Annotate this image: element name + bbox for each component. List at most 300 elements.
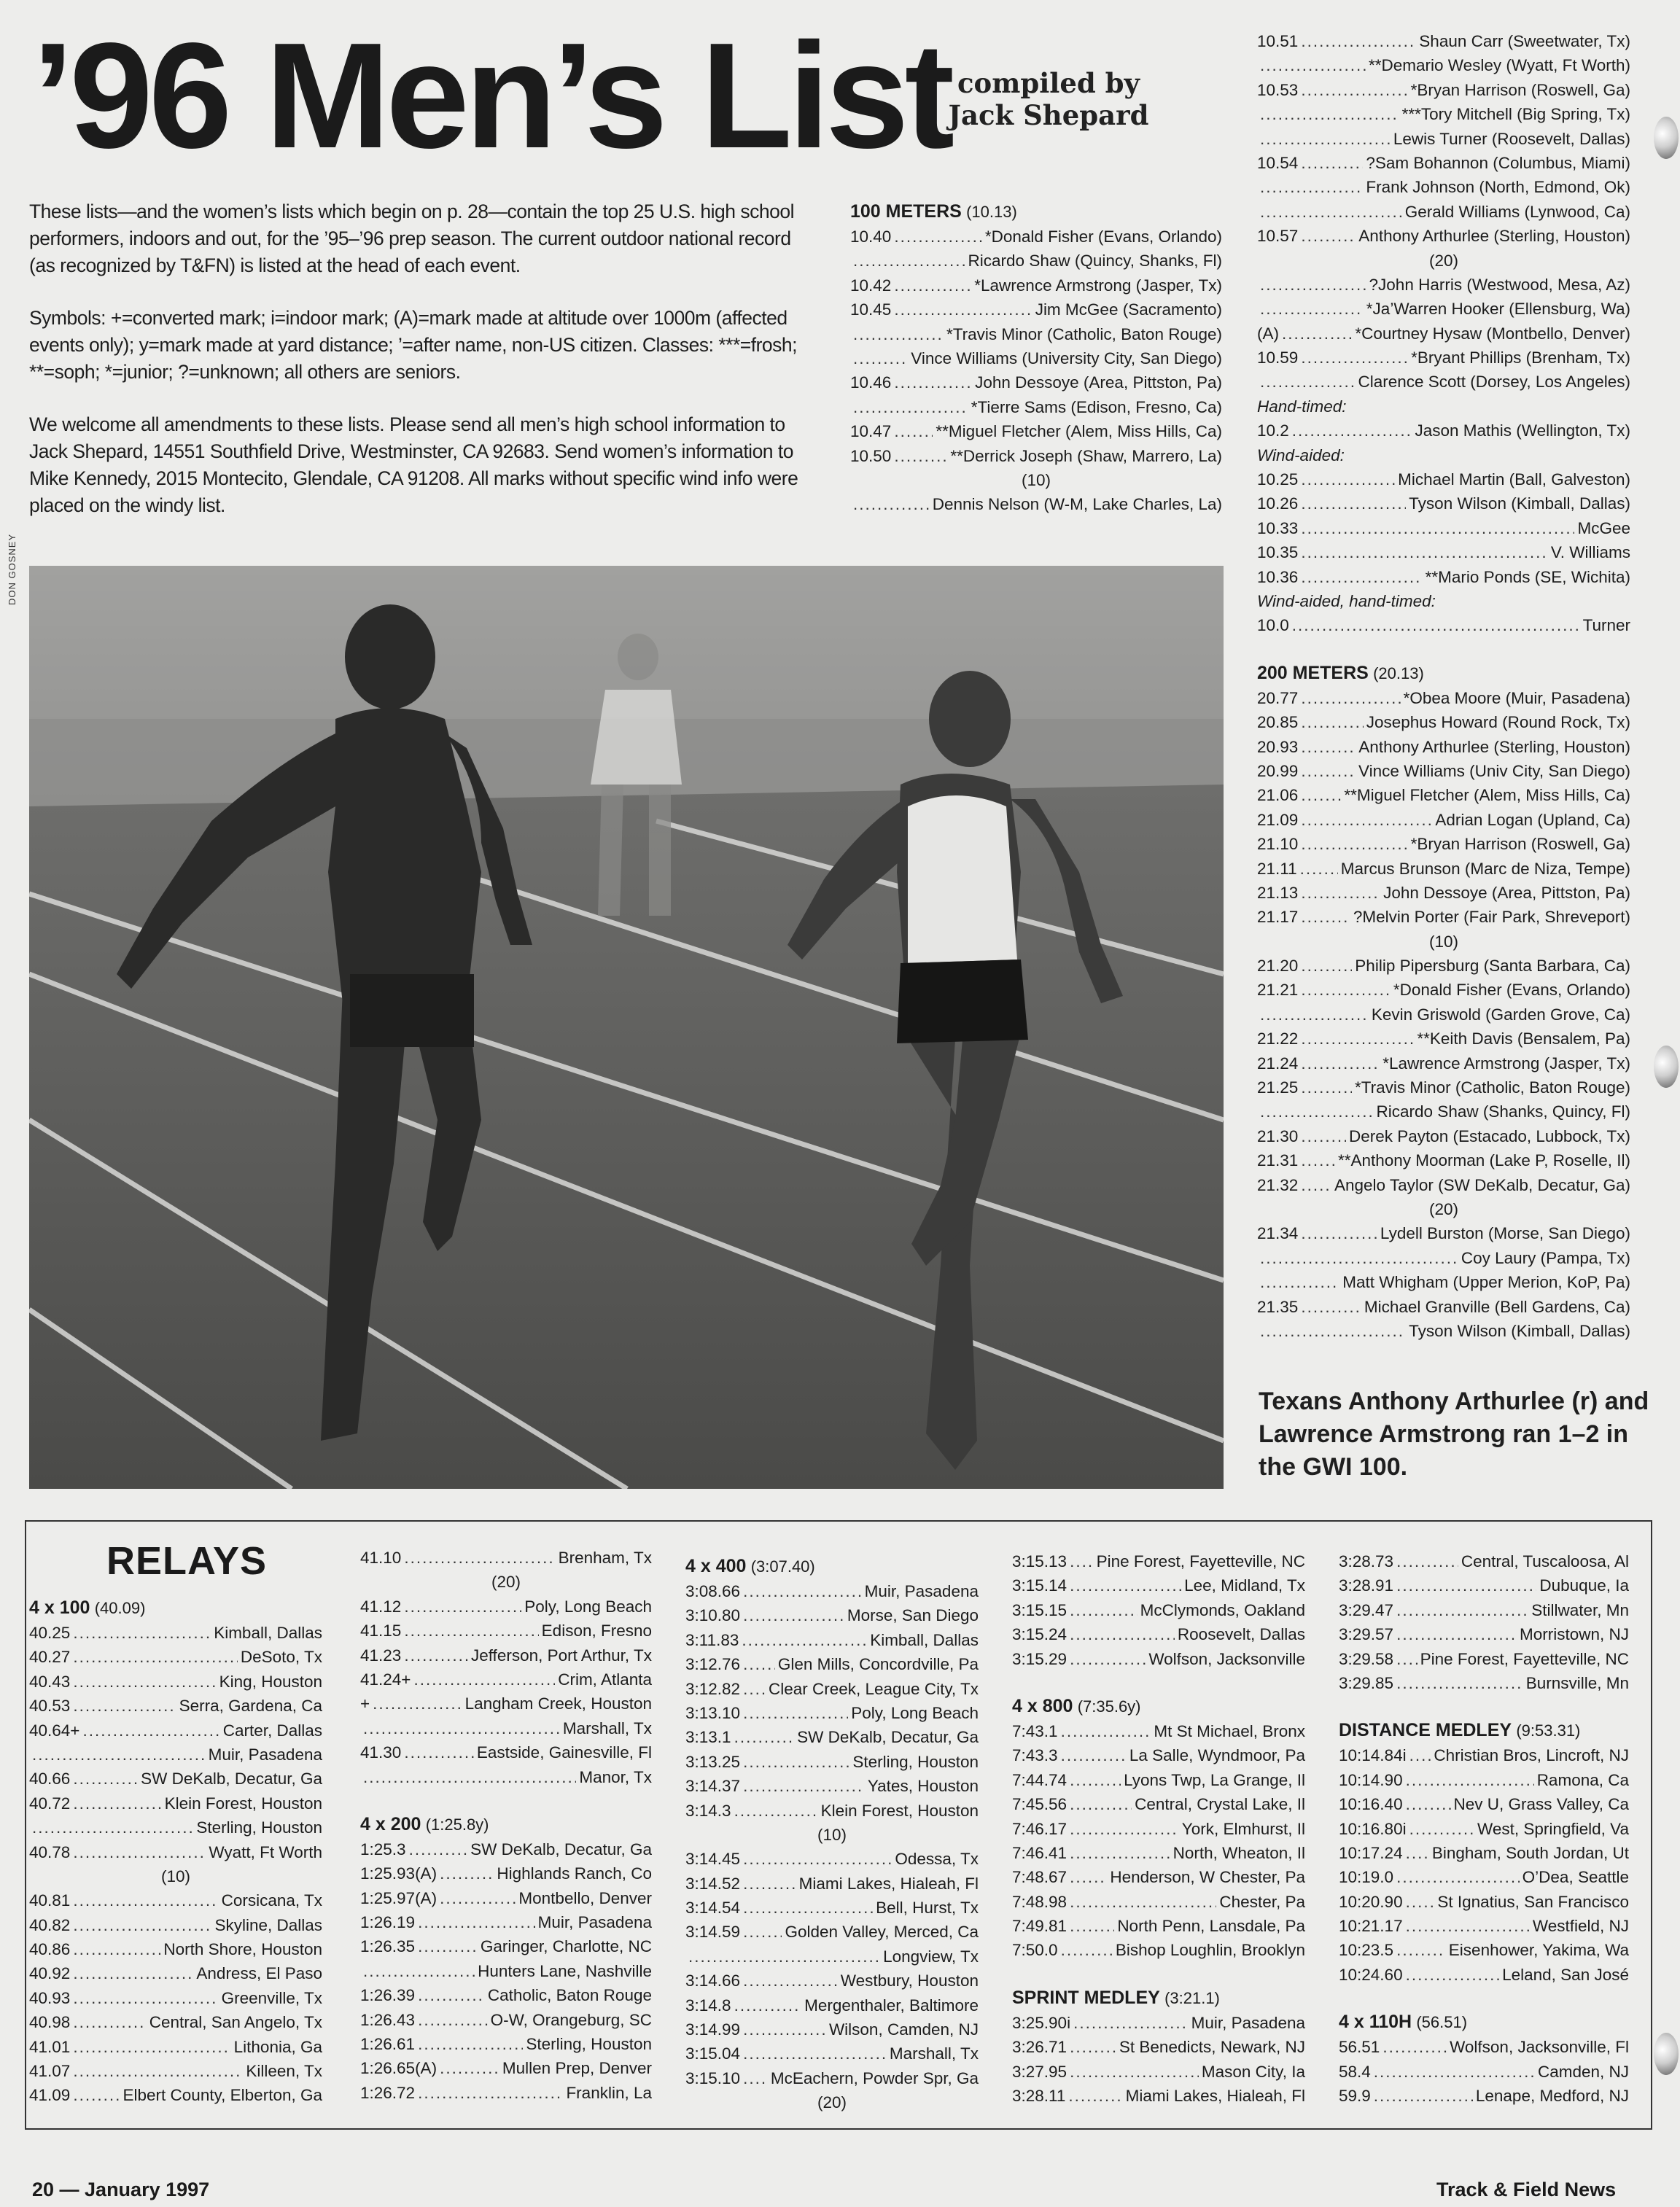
list-entry — [685, 1579, 979, 1603]
entry-mark: 10.47 — [850, 422, 892, 441]
leader-dots — [1260, 127, 1391, 151]
entry-mark: 7:48.98 — [1012, 1892, 1068, 1911]
entry-mark: 10:16.80i — [1339, 1819, 1407, 1838]
leader-dots — [1282, 322, 1352, 346]
entry-name: Longview, Tx — [883, 1947, 979, 1966]
entry-mark: 20.99 — [1257, 761, 1299, 780]
list-entry — [685, 2066, 979, 2090]
leader-dots — [440, 1886, 516, 1910]
entry-name: Wolfson, Jacksonville, Fl — [1450, 2038, 1629, 2057]
leader-dots — [1406, 1792, 1451, 1816]
list-entry — [1339, 1865, 1629, 1889]
entry-name: Poly, Long Beach — [524, 1597, 652, 1616]
list-entry — [29, 1645, 322, 1669]
entry-name: John Dessoye (Area, Pittston, Pa) — [1383, 883, 1630, 902]
leader-dots — [1301, 686, 1400, 710]
leader-dots — [1301, 565, 1422, 589]
section-gap — [1012, 1671, 1305, 1693]
binder-hole — [1654, 117, 1679, 159]
list-entry — [29, 1888, 322, 1912]
list-entry — [1339, 1768, 1629, 1792]
entry-mark: 40.43 — [29, 1672, 71, 1691]
binder-hole — [1654, 1046, 1679, 1088]
entry-mark: 1:25.3 — [360, 1840, 406, 1858]
entry-mark: 3:14.52 — [685, 1874, 741, 1893]
leader-dots — [1070, 1817, 1179, 1841]
leader-dots — [1070, 1647, 1146, 1671]
entry-mark: 10:17.24 — [1339, 1843, 1403, 1862]
list-entry — [360, 1716, 652, 1740]
leader-dots — [73, 1791, 161, 1815]
entry-mark: 21.13 — [1257, 883, 1299, 902]
list-entry — [1012, 1549, 1305, 1573]
list-entry — [360, 2032, 652, 2056]
sprinters-photo — [29, 566, 1224, 1489]
entry-mark: 41.12 — [360, 1597, 402, 1616]
entry-name: Marshall, Tx — [562, 1718, 652, 1737]
list-entry — [360, 2081, 652, 2105]
list-entry — [1257, 808, 1630, 832]
entry-mark: 10.57 — [1257, 227, 1299, 246]
entry-mark: 40.92 — [29, 1964, 71, 1983]
entry-mark: 7:46.41 — [1012, 1843, 1068, 1862]
entry-name: Pine Forest, Fayetteville, NC — [1096, 1552, 1305, 1570]
list-entry — [1012, 1573, 1305, 1597]
entry-name: Jason Mathis (Wellington, Tx) — [1415, 421, 1630, 440]
entry-name: Carter, Dallas — [222, 1721, 322, 1740]
entry-mark: 3:14.54 — [685, 1899, 741, 1918]
leader-dots — [1301, 881, 1380, 905]
entry-name: SW DeKalb, Decatur, Ga — [141, 1770, 322, 1788]
entry-name: **Demario Wesley (Wyatt, Ft Worth) — [1368, 56, 1630, 75]
entry-name: Muir, Pasadena — [208, 1745, 322, 1764]
entry-mark: 41.24+ — [360, 1670, 411, 1689]
list-entry — [29, 1791, 322, 1815]
entry-mark: 21.11 — [1257, 859, 1297, 878]
leader-dots — [418, 2008, 488, 2032]
entry-mark: 3:14.8 — [685, 1996, 731, 2015]
entry-mark: 3:12.82 — [685, 1679, 741, 1698]
byline-author: Jack Shepard — [948, 99, 1149, 131]
list-entry — [29, 2059, 322, 2083]
rank-marker: (10) — [1428, 932, 1458, 951]
entry-name: Lithonia, Ga — [233, 2037, 322, 2056]
rank-marker: (20) — [817, 2093, 847, 2112]
list-entry — [685, 1701, 979, 1725]
leader-dots — [1300, 857, 1338, 881]
event-heading — [1012, 1693, 1305, 1719]
list-entry — [360, 1861, 652, 1885]
entry-name: Leland, San José — [1502, 1965, 1629, 1984]
entry-mark: 21.30 — [1257, 1126, 1299, 1145]
intro-paragraph: We welcome all amendments to these lists. Please send all men’s high school information to Jack Shepard, 14551 Southfield Drive, Westminster, CA 92683. Send women’s information to Mike Kennedy, 2015 Montecito, Glendale, CA 91208. All marks without specific wind info were placed on the windy list. — [29, 413, 798, 516]
leader-dots — [1070, 1598, 1138, 1622]
leader-dots — [73, 1694, 176, 1718]
leader-dots — [418, 1910, 535, 1934]
leader-dots — [1260, 175, 1363, 199]
list-entry — [360, 1643, 652, 1667]
entry-name: **Miguel Fletcher (Alem, Miss Hills, Ca) — [936, 422, 1222, 441]
entry-name: Skyline, Dallas — [214, 1915, 322, 1934]
entry-mark: 40.93 — [29, 1988, 71, 2007]
entry-mark: 21.35 — [1257, 1297, 1299, 1316]
entry-name: **Mario Ponds (SE, Wichita) — [1425, 567, 1630, 586]
entry-mark: 40.25 — [29, 1624, 71, 1642]
entry-name: Miami Lakes, Hialeah, Fl — [798, 1874, 979, 1893]
entry-mark: 3:29.58 — [1339, 1649, 1394, 1668]
leader-dots — [1070, 1768, 1121, 1792]
entry-mark: 3:28.91 — [1339, 1576, 1394, 1595]
list-entry — [1012, 2035, 1305, 2059]
leader-dots — [363, 1959, 475, 1983]
entry-name: Vince Williams (University City, San Diego) — [911, 349, 1222, 367]
entry-name: *Tierre Sams (Edison, Fresno, Ca) — [971, 397, 1222, 416]
list-entry — [1257, 102, 1630, 126]
leader-dots — [1068, 2084, 1122, 2108]
list-entry — [1257, 1051, 1630, 1075]
list-entry — [360, 2008, 652, 2032]
entry-mark: 41.01 — [29, 2037, 71, 2056]
entry-name: Burnsville, Mn — [1525, 1673, 1629, 1692]
entry-name: McGee — [1577, 518, 1630, 537]
leader-dots — [1070, 1792, 1132, 1816]
leader-dots — [734, 1725, 795, 1749]
leader-dots — [1292, 419, 1412, 443]
leader-dots — [688, 1945, 880, 1969]
event-name: 4 x 200 — [360, 1813, 421, 1834]
leader-dots — [1301, 710, 1363, 734]
section-gap — [1012, 1963, 1305, 1985]
leader-dots — [1301, 783, 1341, 807]
list-entry — [850, 297, 1222, 322]
magazine-name: Track & Field News — [1436, 2179, 1617, 2200]
entry-name: Tyson Wilson (Kimball, Dallas) — [1409, 1321, 1630, 1340]
list-entry — [1257, 78, 1630, 102]
entry-name: St Benedicts, Newark, NJ — [1119, 2038, 1305, 2057]
entry-mark: 3:15.13 — [1012, 1552, 1068, 1570]
list-entry — [1339, 1914, 1629, 1938]
entry-mark: 21.20 — [1257, 957, 1299, 976]
list-entry — [685, 1872, 979, 1896]
leader-dots — [1301, 1027, 1414, 1051]
leader-dots — [1301, 540, 1548, 564]
entry-name: Roosevelt, Dallas — [1177, 1625, 1305, 1644]
rank-marker: (20) — [1428, 1199, 1458, 1218]
entry-name: Elbert County, Elberton, Ga — [122, 2086, 322, 2105]
leader-dots — [363, 1716, 560, 1740]
entry-name: *Bryan Harrison (Roswell, Ga) — [1410, 835, 1630, 854]
entry-name: North Shore, Houston — [163, 1940, 322, 1959]
leader-dots — [1406, 1914, 1530, 1938]
list-entry — [685, 2041, 979, 2066]
entry-mark: (A) — [1257, 324, 1279, 343]
entry-name: O’Dea, Seattle — [1522, 1868, 1629, 1887]
entry-name: St Ignatius, San Francisco — [1437, 1892, 1629, 1911]
leader-dots — [894, 297, 1032, 322]
event-heading — [360, 1811, 652, 1837]
entry-name: Clear Creek, League City, Tx — [768, 1679, 979, 1698]
event-record: (10.13) — [966, 203, 1017, 221]
entry-name: Lewis Turner (Roosevelt, Dallas) — [1393, 129, 1630, 148]
entry-name: Michael Granville (Bell Gardens, Ca) — [1364, 1297, 1630, 1316]
leader-dots — [1301, 516, 1574, 540]
leader-dots — [1301, 759, 1356, 783]
list-entry — [29, 1621, 322, 1645]
list-entry — [685, 1652, 979, 1676]
list-entry — [1257, 540, 1630, 564]
entry-name: *Ja’Warren Hooker (Ellensburg, Wa) — [1366, 300, 1630, 319]
leader-dots — [32, 1743, 206, 1767]
entry-name: Golden Valley, Merced, Ca — [785, 1923, 979, 1942]
list-subheading: Hand-timed: — [1257, 397, 1347, 416]
photo-caption: Texans Anthony Arthurlee (r) and Lawrence Armstrong ran 1–2 in the GWI 100. — [1259, 1387, 1649, 1481]
entry-mark: 21.32 — [1257, 1175, 1299, 1194]
list-entry — [1012, 1792, 1305, 1816]
entry-name: Kimball, Dallas — [214, 1624, 322, 1642]
entry-mark: 10.36 — [1257, 567, 1299, 586]
leader-dots — [1260, 1319, 1406, 1343]
list-entry — [1339, 1622, 1629, 1646]
entry-name: Ramona, Ca — [1536, 1770, 1629, 1789]
list-entry — [1257, 53, 1630, 77]
list-entry — [1257, 346, 1630, 370]
list-entry — [1339, 1841, 1629, 1865]
leader-dots — [404, 1619, 538, 1643]
list-entry — [1257, 370, 1630, 394]
leader-dots — [73, 1961, 193, 1985]
list-entry — [360, 1959, 652, 1983]
folio: 20 — January 1997 — [32, 2179, 210, 2200]
entry-mark: 10:16.40 — [1339, 1795, 1403, 1814]
entry-mark: 3:26.71 — [1012, 2038, 1068, 2057]
leader-dots — [894, 419, 933, 443]
event-name: 100 METERS — [850, 201, 962, 222]
list-entry — [1012, 1817, 1305, 1841]
entry-name: Glen Mills, Concordville, Pa — [777, 1655, 979, 1674]
entry-name: West, Springfield, Va — [1477, 1819, 1629, 1838]
leader-dots — [1301, 151, 1363, 175]
entry-name: Lyons Twp, La Grange, Il — [1124, 1770, 1305, 1789]
list-entry — [29, 2010, 322, 2034]
entry-name: Miami Lakes, Hialeah, Fl — [1125, 2087, 1305, 2106]
entry-mark: 21.06 — [1257, 786, 1299, 805]
list-entry — [29, 1937, 322, 1961]
entry-name: McClymonds, Oakland — [1140, 1600, 1305, 1619]
list-entry — [1257, 297, 1630, 321]
entry-mark: 3:08.66 — [685, 1582, 741, 1600]
leader-dots — [82, 1718, 219, 1743]
entry-mark: 40.64+ — [29, 1721, 80, 1740]
entry-name: Klein Forest, Houston — [164, 1794, 322, 1813]
list-entry — [850, 419, 1222, 443]
section-gap — [360, 1789, 652, 1811]
entry-name: Angelo Taylor (SW DeKalb, Decatur, Ga) — [1334, 1175, 1630, 1194]
entry-mark: 10.33 — [1257, 518, 1299, 537]
leader-dots — [734, 1993, 802, 2017]
leader-dots — [743, 1652, 775, 1676]
entry-name: Michael Martin (Ball, Galveston) — [1398, 470, 1630, 489]
list-entry — [685, 2017, 979, 2041]
relays-heading: RELAYS — [106, 1539, 268, 1583]
leader-dots — [1260, 297, 1364, 321]
entry-name: Wolfson, Jacksonville — [1148, 1649, 1305, 1668]
relay-column-2 — [360, 1546, 652, 2105]
entry-mark: 10.45 — [850, 300, 892, 319]
leader-dots — [1301, 808, 1432, 832]
leader-dots — [743, 2017, 826, 2041]
leader-dots — [743, 1579, 862, 1603]
entry-name: Killeen, Tx — [246, 2062, 322, 2081]
entry-name: Morse, San Diego — [847, 1606, 979, 1625]
entry-mark: 1:26.61 — [360, 2035, 416, 2054]
entry-name: Frank Johnson (North, Edmond, Ok) — [1366, 178, 1630, 197]
list-entry — [1012, 1865, 1305, 1889]
entry-name: Gerald Williams (Lynwood, Ca) — [1404, 202, 1630, 221]
list-entry — [29, 1913, 322, 1937]
entry-name: Klein Forest, Houston — [820, 1801, 979, 1820]
list-entry — [685, 1993, 979, 2017]
list-entry — [1012, 2060, 1305, 2084]
leader-dots — [743, 1603, 844, 1627]
leader-dots — [440, 2056, 499, 2080]
entry-name: Eastside, Gainesville, Fl — [476, 1743, 652, 1762]
entry-name: Langham Creek, Houston — [464, 1694, 652, 1713]
leader-dots — [1382, 2035, 1447, 2059]
entry-mark: 7:43.3 — [1012, 1746, 1058, 1765]
list-entry — [1339, 1549, 1629, 1573]
leader-dots — [1260, 370, 1355, 394]
leader-dots — [1406, 1963, 1500, 1987]
byline-line1: compiled by — [957, 67, 1140, 99]
entry-name: *Lawrence Armstrong (Jasper, Tx) — [1382, 1054, 1630, 1073]
entry-name: ?Melvin Porter (Fair Park, Shreveport) — [1353, 908, 1630, 927]
entry-name: *Donald Fisher (Evans, Orlando) — [1393, 981, 1630, 1000]
leader-dots — [743, 1701, 848, 1725]
entry-mark: 21.31 — [1257, 1151, 1299, 1170]
leader-dots — [1070, 1549, 1094, 1573]
entry-mark: 21.24 — [1257, 1054, 1299, 1073]
leader-dots — [1396, 1865, 1520, 1889]
entry-mark: 10:20.90 — [1339, 1892, 1403, 1911]
entry-mark: 21.10 — [1257, 835, 1299, 854]
entry-mark: 3:14.3 — [685, 1801, 731, 1820]
entry-name: Eisenhower, Yakima, Wa — [1448, 1941, 1629, 1960]
list-entry — [1257, 1148, 1630, 1172]
entry-name: North Penn, Lansdale, Pa — [1117, 1917, 1305, 1936]
entry-mark: 10.42 — [850, 276, 892, 295]
entry-mark: 20.77 — [1257, 688, 1299, 707]
list-entry — [29, 1743, 322, 1767]
entry-mark: 1:26.65(A) — [360, 2059, 438, 2078]
list-subheading: Wind-aided: — [1257, 445, 1345, 464]
event-record: (3:21.1) — [1164, 1988, 1220, 2007]
list-entry — [1257, 1319, 1630, 1343]
section-gap — [1339, 1695, 1629, 1717]
list-entry — [1257, 491, 1630, 515]
entry-name: ?Sam Bohannon (Columbus, Miami) — [1366, 153, 1630, 172]
entry-mark: 3:25.90i — [1012, 2013, 1071, 2032]
list-entry — [1257, 175, 1630, 199]
list-entry — [360, 1934, 652, 1958]
list-entry — [360, 1837, 652, 1861]
list-entry — [850, 444, 1222, 468]
entry-mark: 21.25 — [1257, 1078, 1299, 1097]
entry-mark: 10.46 — [850, 373, 892, 392]
list-entry — [1257, 1027, 1630, 1051]
entry-name: North, Wheaton, Il — [1172, 1843, 1305, 1862]
entry-mark: 3:14.37 — [685, 1777, 741, 1796]
entry-mark: 3:14.59 — [685, 1923, 741, 1942]
entry-mark: 10.53 — [1257, 80, 1299, 99]
leader-dots — [1301, 1148, 1335, 1172]
list-entry — [29, 2083, 322, 2107]
entry-name: Anthony Arthurlee (Sterling, Houston) — [1358, 737, 1630, 756]
list-entry — [1257, 1270, 1630, 1294]
leader-dots — [1260, 102, 1399, 126]
list-entry — [360, 1983, 652, 2007]
entry-name: Kevin Griswold (Garden Grove, Ca) — [1371, 1005, 1630, 1024]
list-entry — [1339, 1938, 1629, 1962]
leader-dots — [1301, 29, 1416, 53]
leader-dots — [1301, 467, 1395, 491]
entry-mark: 41.15 — [360, 1622, 402, 1640]
leader-dots — [73, 1937, 160, 1961]
entry-name: Montbello, Denver — [518, 1888, 652, 1907]
list-entry — [1257, 1221, 1630, 1245]
entry-mark: 21.22 — [1257, 1029, 1299, 1048]
leader-dots — [743, 1872, 796, 1896]
leader-dots — [404, 1643, 468, 1667]
leader-dots — [1301, 346, 1408, 370]
entry-mark: 3:14.45 — [685, 1850, 741, 1869]
entry-name: Turner — [1582, 616, 1630, 635]
list-entry — [850, 346, 1222, 370]
entry-name: Muir, Pasadena — [864, 1582, 979, 1600]
entry-name: Central, Tuscaloosa, Al — [1461, 1552, 1629, 1570]
list-entry — [1257, 273, 1630, 297]
entry-name: Corsicana, Tx — [221, 1891, 322, 1910]
leader-dots — [73, 2035, 230, 2059]
entry-mark: 21.21 — [1257, 981, 1299, 1000]
entry-name: Yates, Houston — [867, 1777, 979, 1796]
entry-name: Kimball, Dallas — [870, 1630, 979, 1649]
list-entry — [1339, 1890, 1629, 1914]
list-entry — [1012, 1768, 1305, 1792]
entry-name: ***Tory Mitchell (Big Spring, Tx) — [1401, 105, 1630, 124]
entry-name: SW DeKalb, Decatur, Ga — [797, 1728, 979, 1747]
entry-mark: 3:13.10 — [685, 1703, 741, 1722]
entry-name: Mason City, Ia — [1201, 2062, 1305, 2081]
list-entry — [1257, 200, 1630, 224]
entry-name: Vince Williams (Univ City, San Diego) — [1358, 761, 1630, 780]
entry-mark: 40.72 — [29, 1794, 71, 1813]
entry-mark: 3:27.95 — [1012, 2062, 1068, 2081]
binder-hole — [1654, 2033, 1679, 2075]
list-entry — [1012, 1914, 1305, 1938]
leader-dots — [1396, 1598, 1528, 1622]
section-gap — [1339, 1987, 1629, 2009]
leader-dots — [1260, 1003, 1369, 1027]
list-entry — [360, 1692, 652, 1716]
leader-dots — [1406, 1768, 1534, 1792]
leader-dots — [73, 1670, 216, 1694]
entry-mark: 10.25 — [1257, 470, 1299, 489]
entry-mark: 10:24.60 — [1339, 1965, 1403, 1984]
entry-name: Nev U, Grass Valley, Ca — [1453, 1795, 1629, 1814]
list-entry — [1339, 2084, 1629, 2108]
entry-name: Bishop Loughlin, Brooklyn — [1115, 1941, 1305, 1960]
leader-dots — [1301, 1124, 1346, 1148]
